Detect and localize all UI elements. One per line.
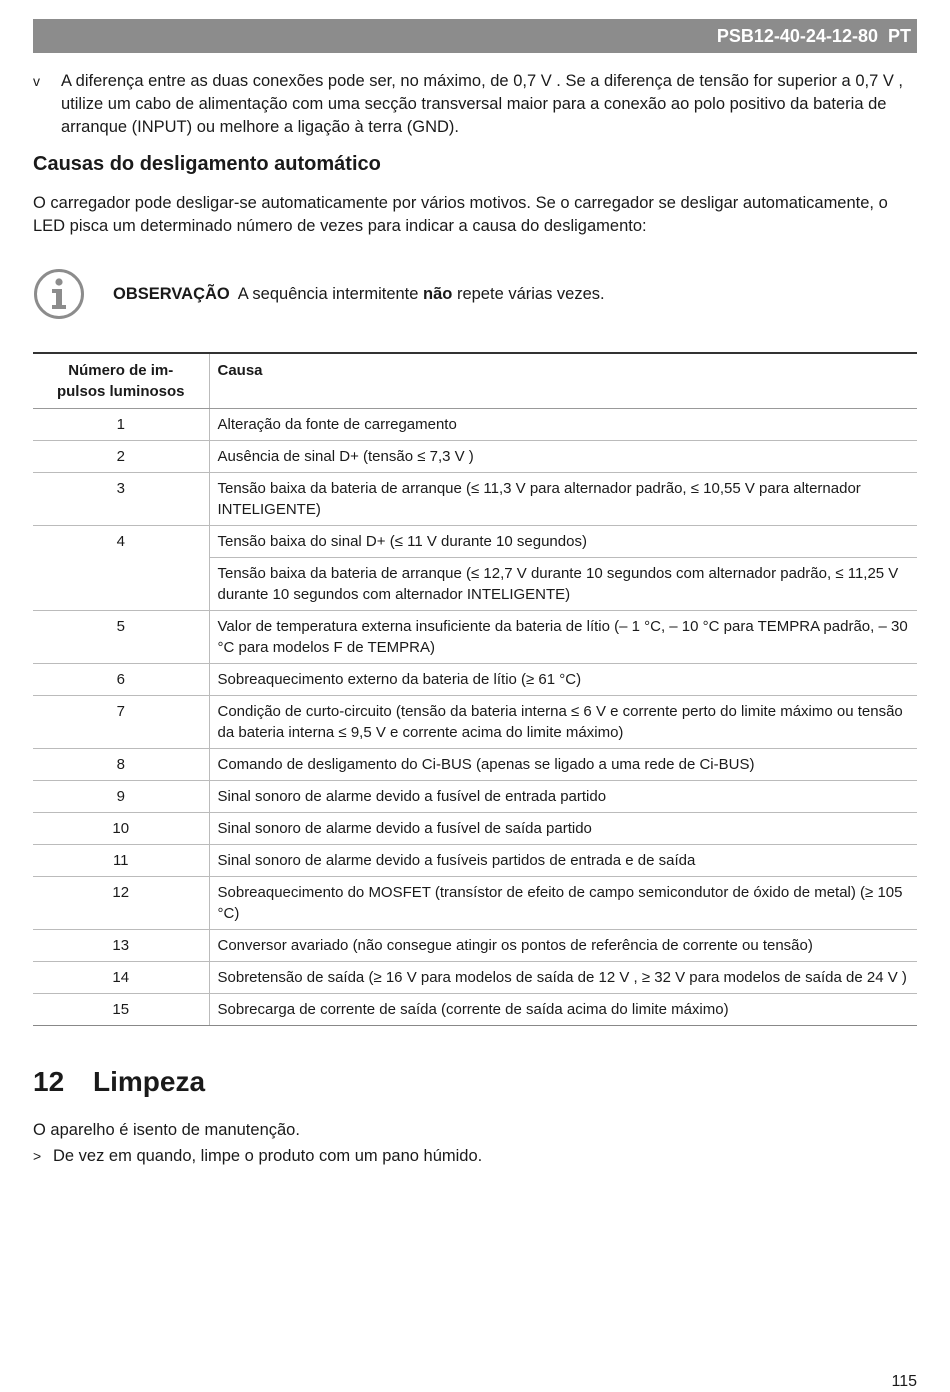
header-language: PT bbox=[887, 25, 911, 46]
pulse-count-cell: 5 bbox=[33, 611, 209, 664]
cause-cell: Conversor avariado (não consegue atingir os pontos de referência de corrente ou tensão) bbox=[209, 930, 917, 962]
table-row bbox=[33, 611, 917, 664]
table-row bbox=[33, 749, 917, 781]
table-row bbox=[33, 664, 917, 696]
table-row bbox=[33, 441, 917, 473]
table-row bbox=[33, 526, 917, 558]
cause-cell: Sinal sonoro de alarme devido a fusível de entrada partido bbox=[209, 781, 917, 813]
table-row bbox=[33, 696, 917, 749]
table-row bbox=[33, 409, 917, 441]
table-row bbox=[33, 813, 917, 845]
table-row bbox=[33, 558, 917, 611]
info-icon bbox=[33, 268, 85, 320]
cleaning-step-text: De vez em quando, limpe o produto com um pano húmido. bbox=[53, 1147, 483, 1165]
pulse-count-cell: 6 bbox=[33, 664, 209, 696]
note-box bbox=[33, 266, 917, 322]
table-header-row bbox=[33, 353, 917, 409]
pulse-count-cell: 10 bbox=[33, 813, 209, 845]
pulse-count-cell: 2 bbox=[33, 441, 209, 473]
cause-cell: Comando de desligamento do Ci-BUS (apenas se ligado a uma rede de Ci-BUS) bbox=[209, 749, 917, 781]
step-marker: > bbox=[33, 1148, 42, 1164]
section-title: Causas do desligamento automático bbox=[33, 153, 381, 175]
cause-cell: Sobreaquecimento do MOSFET (transístor de efeito de campo semicondutor de óxido de metal) (≥ 105 °C) bbox=[209, 877, 917, 930]
page-header bbox=[33, 19, 917, 53]
header-model: PSB12-40-24-12-80 bbox=[716, 25, 878, 46]
chapter-heading bbox=[33, 1066, 205, 1098]
table-row bbox=[33, 473, 917, 526]
cleaning-text: O aparelho é isento de manutenção. bbox=[33, 1121, 300, 1139]
pulse-count-cell: 11 bbox=[33, 845, 209, 877]
pulse-count-cell: 9 bbox=[33, 781, 209, 813]
note-text bbox=[113, 285, 605, 304]
pulse-count-cell: 3 bbox=[33, 473, 209, 526]
cause-cell: Tensão baixa do sinal D+ (≤ 11 V durante 10 segundos) bbox=[209, 526, 917, 558]
table-row bbox=[33, 930, 917, 962]
page-number: 115 bbox=[891, 1373, 917, 1390]
pulse-count-cell: 1 bbox=[33, 409, 209, 441]
cause-cell: Valor de temperatura externa insuficiente da bateria de lítio (– 1 °C, – 10 °C para TEMPRA padrão, – 30 °C para modelos F de TEMPRA) bbox=[209, 611, 917, 664]
cleaning-step bbox=[33, 1147, 482, 1166]
note-text-after: repete várias vezes. bbox=[452, 284, 605, 303]
section-intro: O carregador pode desligar-se automaticamente por vários motivos. Se o carregador se desligar automaticamente, o LED pisca um determinado número de vezes para indicar a causa do desligamento: bbox=[33, 194, 888, 235]
cause-cell: Sinal sonoro de alarme devido a fusíveis partidos de entrada e de saída bbox=[209, 845, 917, 877]
cause-cell: Tensão baixa da bateria de arranque (≤ 12,7 V durante 10 segundos com alternador padrão, ≤ 11,25 V durante 10 segundos com alternador INTELIGENTE) bbox=[209, 558, 917, 611]
cause-cell: Ausência de sinal D+ (tensão ≤ 7,3 V ) bbox=[209, 441, 917, 473]
chapter-number: 12 bbox=[33, 1066, 65, 1097]
cause-cell: Sobreaquecimento externo da bateria de lítio (≥ 61 °C) bbox=[209, 664, 917, 696]
table-row bbox=[33, 962, 917, 994]
note-text-before: A sequência intermitente bbox=[237, 284, 424, 303]
header-pulse-count: Número de im-pulsos luminosos bbox=[33, 353, 209, 409]
pulse-count-cell: 14 bbox=[33, 962, 209, 994]
pulse-count-cell: 4 bbox=[33, 526, 209, 558]
cause-cell: Tensão baixa da bateria de arranque (≤ 11,3 V para alternador padrão, ≤ 10,55 V para alternador INTELIGENTE) bbox=[209, 473, 917, 526]
intro-bullet-text: A diferença entre as duas conexões pode ser, no máximo, de 0,7 V . Se a diferença de tensão for superior a 0,7 V , utilize um cabo de alimentação com uma secção transversal maior para a conexão ao polo positivo da bateria de arranque (INPUT) ou melhore a ligação à terra (GND). bbox=[61, 72, 904, 136]
pulse-count-cell bbox=[33, 558, 209, 611]
table-body bbox=[33, 409, 917, 1026]
pulse-count-cell: 8 bbox=[33, 749, 209, 781]
pulse-count-cell: 15 bbox=[33, 994, 209, 1026]
cause-cell: Alteração da fonte de carregamento bbox=[209, 409, 917, 441]
table-row bbox=[33, 877, 917, 930]
note-label: OBSERVAÇÃO bbox=[113, 284, 230, 303]
note-text-bold: não bbox=[423, 284, 453, 303]
cause-cell: Sobretensão de saída (≥ 16 V para modelos de saída de 12 V , ≥ 32 V para modelos de saída de 24 V ) bbox=[209, 962, 917, 994]
pulse-count-cell: 13 bbox=[33, 930, 209, 962]
cause-cell: Sobrecarga de corrente de saída (corrente de saída acima do limite máximo) bbox=[209, 994, 917, 1026]
intro-bullet bbox=[33, 70, 903, 139]
cause-cell: Sinal sonoro de alarme devido a fusível de saída partido bbox=[209, 813, 917, 845]
table-row bbox=[33, 845, 917, 877]
table-row bbox=[33, 994, 917, 1026]
header-cause: Causa bbox=[209, 353, 917, 409]
shutdown-causes-table bbox=[33, 352, 917, 1026]
table-row bbox=[33, 781, 917, 813]
pulse-count-cell: 12 bbox=[33, 877, 209, 930]
pulse-count-cell: 7 bbox=[33, 696, 209, 749]
chapter-title: Limpeza bbox=[93, 1066, 206, 1097]
bullet-marker: v bbox=[33, 73, 40, 89]
cause-cell: Condição de curto-circuito (tensão da bateria interna ≤ 6 V e corrente perto do limite máximo ou tensão da bateria interna ≤ 9,5 V e corrente acima do limite máximo) bbox=[209, 696, 917, 749]
